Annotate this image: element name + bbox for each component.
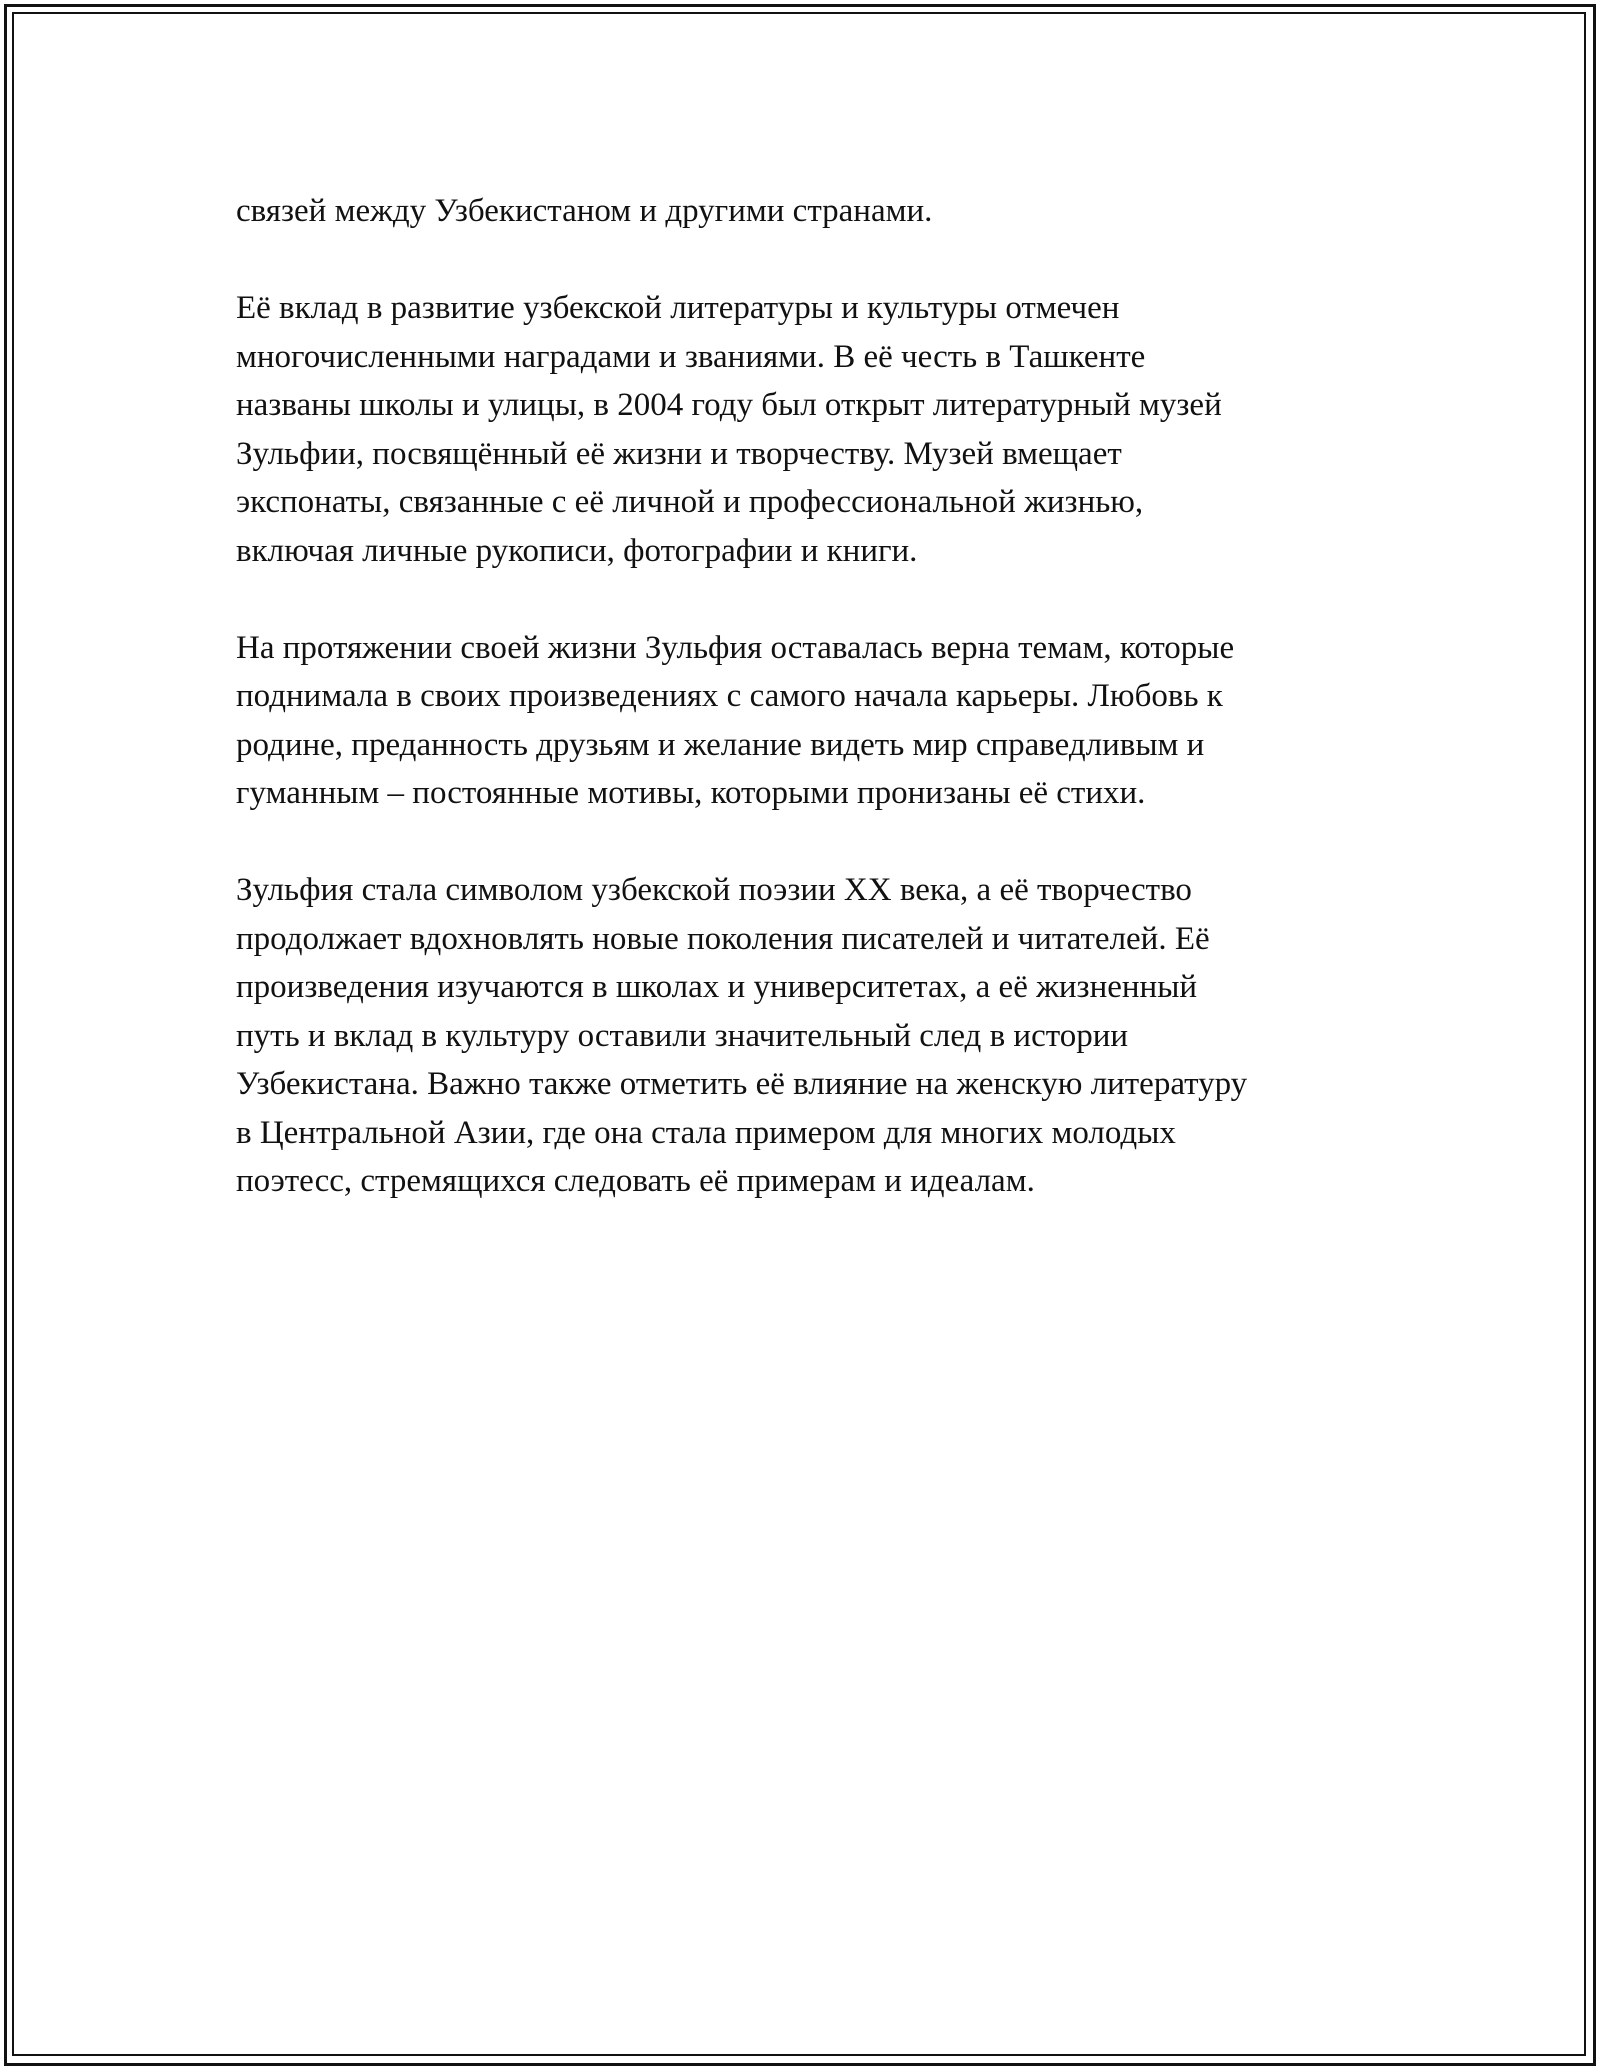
paragraph-contribution: Её вклад в развитие узбекской литературы и культуры отмечен многочисленными наградами и званиями. В её честь в Ташкенте названы школы и улицы, в 2004 году был открыт литературный музей Зульфии, посвящённый её жизни и творчеству. Музей вмещает экспонаты, связанные с её личной и профессиональной жизнью, включая личные рукописи, фотографии и книги. bbox=[236, 290, 1222, 569]
document-body bbox=[236, 187, 1386, 1206]
paragraph-legacy: Зульфия стала символом узбекской поэзии XX века, а её творчество продолжает вдохновлять новые поколения писателей и читателей. Её произведения изучаются в школах и университетах, а её жизненный путь и вклад в культуру оставили значительный след в истории Узбекистана. Важно также отметить её влияние на женскую литературу в Центральной Азии, где она стала примером для многих молодых поэтесс, стремящихся следовать её примерам и идеалам. bbox=[236, 872, 1248, 1199]
paragraph-themes: На протяжении своей жизни Зульфия оставалась верна темам, которые поднимала в своих произведениях с самого начала карьеры. Любовь к родине, преданность друзьям и желание видеть мир справедливым и гуманным – постоянные мотивы, которыми пронизаны её стихи. bbox=[236, 629, 1235, 811]
paragraph-continuation: связей между Узбекистаном и другими странами. bbox=[236, 193, 933, 229]
